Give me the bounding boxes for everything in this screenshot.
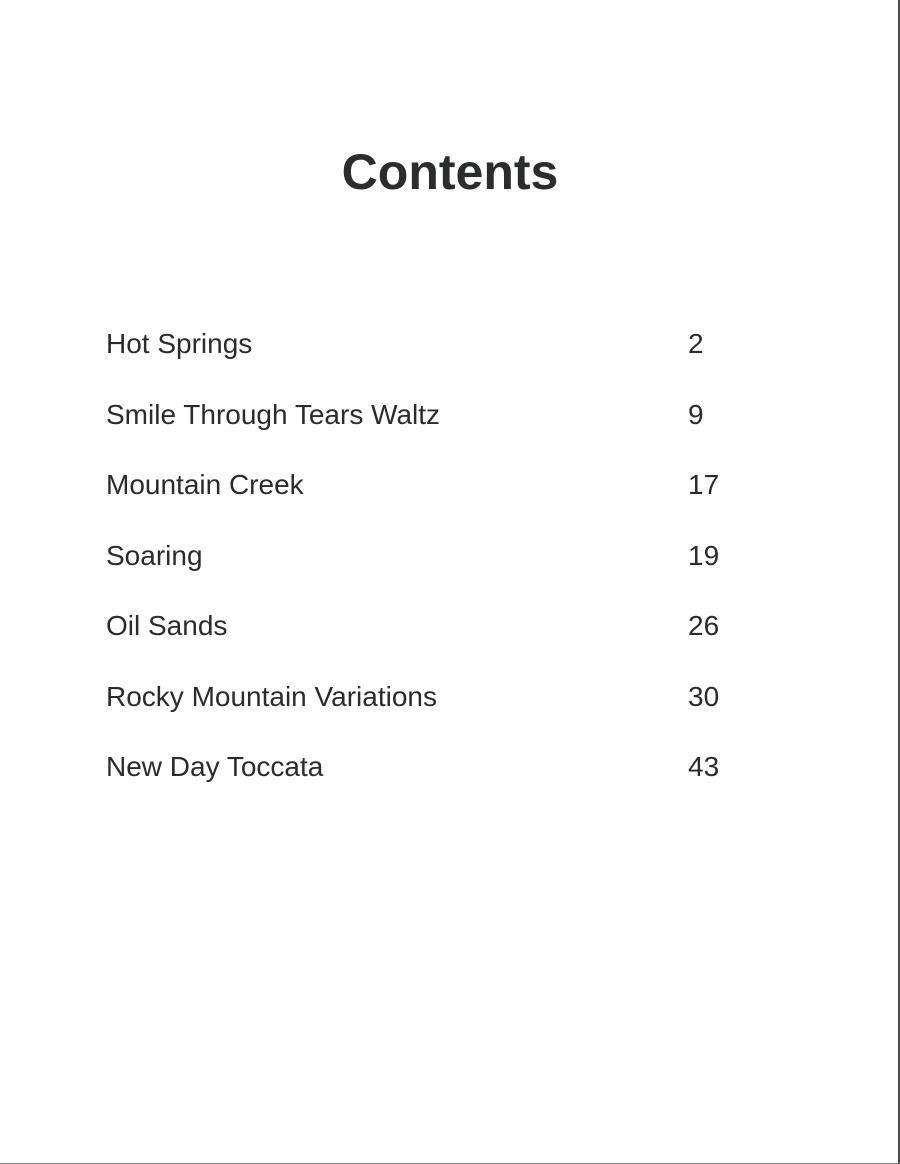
- table-of-contents: [106, 322, 746, 816]
- toc-entry: [106, 322, 746, 393]
- toc-entry-page: 17: [688, 469, 720, 500]
- toc-entry: [106, 745, 746, 816]
- toc-entry-page: 43: [688, 751, 720, 782]
- toc-entry-title: Soaring: [106, 539, 203, 571]
- toc-entry: [106, 463, 746, 534]
- toc-entry-page: 30: [688, 680, 720, 712]
- toc-entry: [106, 393, 746, 464]
- toc-entry-title: New Day Toccata: [106, 751, 324, 782]
- toc-entry-page: 19: [688, 539, 720, 571]
- toc-entry: [106, 675, 746, 746]
- toc-entry-page: 2: [688, 328, 704, 359]
- toc-entry-title: Smile Through Tears Waltz: [106, 398, 441, 430]
- toc-entry-title: Oil Sands: [106, 610, 228, 641]
- toc-entry: [106, 534, 746, 605]
- toc-entry-page: 26: [688, 610, 720, 641]
- page-title: Contents: [341, 143, 559, 200]
- toc-entry: [106, 604, 746, 675]
- toc-entry-title: Rocky Mountain Variations: [106, 680, 437, 712]
- toc-entry-title: Mountain Creek: [106, 469, 304, 500]
- toc-entry-title: Hot Springs: [106, 328, 253, 359]
- toc-entry-page: 9: [688, 398, 704, 430]
